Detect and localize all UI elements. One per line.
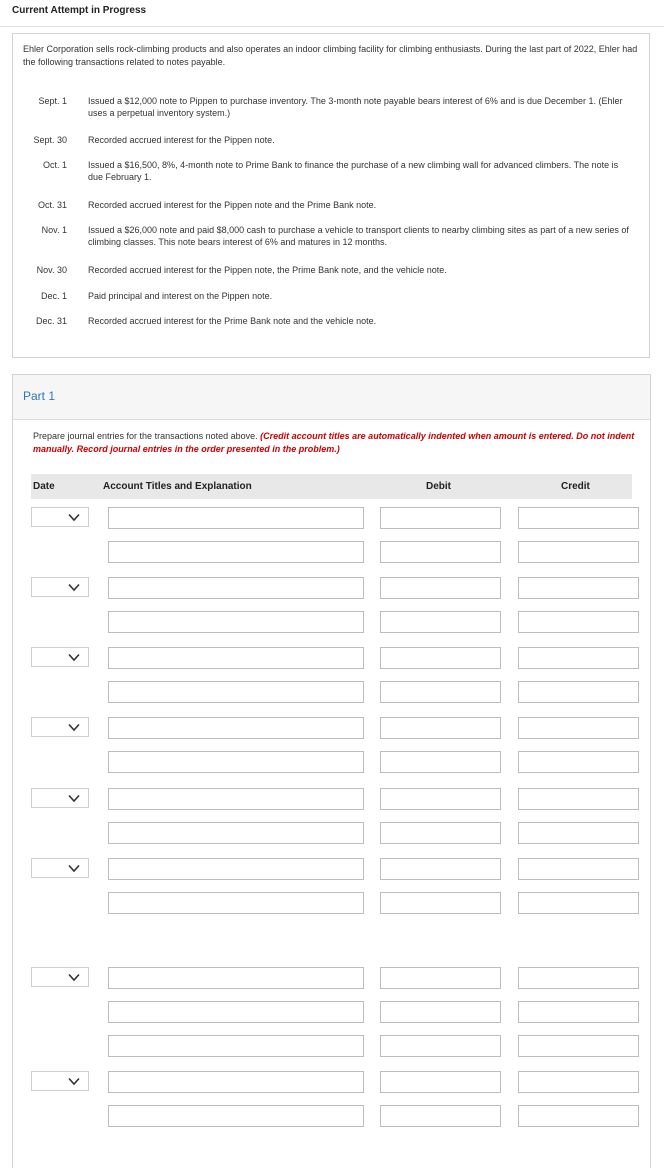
date-select[interactable] xyxy=(31,1071,89,1091)
credit-input[interactable] xyxy=(518,577,639,599)
problem-statement xyxy=(12,33,650,358)
journal-row xyxy=(13,1071,652,1093)
transaction-text: Recorded accrued interest for the Prime Bank note and the vehicle note. xyxy=(88,316,377,326)
transaction-date: Dec. 31 xyxy=(35,316,67,326)
page-title: Current Attempt in Progress xyxy=(12,5,147,16)
journal-row xyxy=(13,541,652,563)
debit-input[interactable] xyxy=(380,858,501,880)
chevron-down-icon xyxy=(68,1077,80,1086)
debit-input[interactable] xyxy=(380,788,501,810)
credit-input[interactable] xyxy=(518,967,639,989)
transaction-text: Paid principal and interest on the Pippen note. xyxy=(88,291,273,301)
date-select[interactable] xyxy=(31,788,89,808)
credit-input[interactable] xyxy=(518,892,639,914)
account-title-input[interactable] xyxy=(108,892,364,914)
debit-input[interactable] xyxy=(380,751,501,773)
credit-input[interactable] xyxy=(518,1071,639,1093)
journal-row xyxy=(13,1001,652,1023)
journal-row xyxy=(13,1105,652,1127)
date-select[interactable] xyxy=(31,967,89,987)
account-title-input[interactable] xyxy=(108,717,364,739)
transaction-date: Oct. 1 xyxy=(42,160,67,170)
debit-input[interactable] xyxy=(380,507,501,529)
chevron-down-icon xyxy=(68,794,80,803)
account-title-input[interactable] xyxy=(108,1071,364,1093)
journal-table-header xyxy=(31,474,632,499)
credit-input[interactable] xyxy=(518,717,639,739)
journal-row xyxy=(13,577,652,599)
transaction-text: Issued a $16,500, 8%, 4-month note to Prime Bank to finance the purchase of a new climbing wall for advanced climbers. The note is due February 1. xyxy=(88,160,619,182)
chevron-down-icon xyxy=(68,653,80,662)
journal-row xyxy=(13,647,652,669)
debit-input[interactable] xyxy=(380,1071,501,1093)
column-header-account: Account Titles and Explanation xyxy=(103,481,252,492)
account-title-input[interactable] xyxy=(108,1105,364,1127)
journal-row xyxy=(13,717,652,739)
transaction-date: Nov. 30 xyxy=(36,265,67,275)
date-select[interactable] xyxy=(31,507,89,527)
debit-input[interactable] xyxy=(380,717,501,739)
transaction-date: Nov. 1 xyxy=(41,225,67,235)
journal-row xyxy=(13,788,652,810)
date-select[interactable] xyxy=(31,858,89,878)
journal-row xyxy=(13,507,652,529)
part-header xyxy=(13,375,650,420)
chevron-down-icon xyxy=(68,864,80,873)
instructions xyxy=(33,430,641,456)
credit-input[interactable] xyxy=(518,507,639,529)
credit-input[interactable] xyxy=(518,541,639,563)
credit-input[interactable] xyxy=(518,1105,639,1127)
account-title-input[interactable] xyxy=(108,751,364,773)
transaction-text: Issued a $26,000 note and paid $8,000 cash to purchase a vehicle to transport clients to nearby climbing sites as part of a new series of climbing classes. This note bears interest of 6% and matures in 12 months. xyxy=(88,225,629,247)
transaction-date: Sept. 30 xyxy=(33,135,67,145)
transaction-date: Dec. 1 xyxy=(40,291,67,301)
column-header-debit: Debit xyxy=(426,481,451,492)
part-panel xyxy=(12,374,651,1168)
journal-row xyxy=(13,681,652,703)
credit-input[interactable] xyxy=(518,788,639,810)
debit-input[interactable] xyxy=(380,1105,501,1127)
transaction-date: Sept. 1 xyxy=(38,96,67,106)
journal-row xyxy=(13,822,652,844)
account-title-input[interactable] xyxy=(108,647,364,669)
journal-row xyxy=(13,1035,652,1057)
credit-input[interactable] xyxy=(518,647,639,669)
journal-row xyxy=(13,892,652,914)
debit-input[interactable] xyxy=(380,1001,501,1023)
debit-input[interactable] xyxy=(380,822,501,844)
debit-input[interactable] xyxy=(380,611,501,633)
chevron-down-icon xyxy=(68,513,80,522)
account-title-input[interactable] xyxy=(108,681,364,703)
transaction-text: Recorded accrued interest for the Pippen note and the Prime Bank note. xyxy=(88,200,377,210)
transaction-text: Recorded accrued interest for the Pippen note, the Prime Bank note, and the vehicle note. xyxy=(88,265,447,275)
journal-row xyxy=(13,751,652,773)
credit-input[interactable] xyxy=(518,681,639,703)
debit-input[interactable] xyxy=(380,577,501,599)
journal-row xyxy=(13,611,652,633)
date-select[interactable] xyxy=(31,577,89,597)
debit-input[interactable] xyxy=(380,1035,501,1057)
credit-input[interactable] xyxy=(518,822,639,844)
account-title-input[interactable] xyxy=(108,1035,364,1057)
transaction-text: Issued a $12,000 note to Pippen to purchase inventory. The 3-month note payable bears interest of 6% and is due December 1. (Ehler uses a perpetual inventory system.) xyxy=(88,96,623,118)
journal-row xyxy=(13,967,652,989)
transaction-date: Oct. 31 xyxy=(37,200,67,210)
date-select[interactable] xyxy=(31,717,89,737)
credit-input[interactable] xyxy=(518,611,639,633)
credit-input[interactable] xyxy=(518,1035,639,1057)
account-title-input[interactable] xyxy=(108,577,364,599)
account-title-input[interactable] xyxy=(108,822,364,844)
date-select[interactable] xyxy=(31,647,89,667)
debit-input[interactable] xyxy=(380,647,501,669)
journal-row xyxy=(13,858,652,880)
header-divider xyxy=(0,26,664,27)
part-label: Part 1 xyxy=(23,389,56,403)
credit-input[interactable] xyxy=(518,858,639,880)
debit-input[interactable] xyxy=(380,681,501,703)
account-title-input[interactable] xyxy=(108,788,364,810)
credit-input[interactable] xyxy=(518,751,639,773)
problem-intro: Ehler Corporation sells rock-climbing products and also operates an indoor climbing facility for climbing enthusiasts. During the last part of 2022, Ehler had the following transactions related to notes payable. xyxy=(23,44,638,67)
chevron-down-icon xyxy=(68,583,80,592)
account-title-input[interactable] xyxy=(108,858,364,880)
account-title-input[interactable] xyxy=(108,967,364,989)
account-title-input[interactable] xyxy=(108,1001,364,1023)
instructions-text: Prepare journal entries for the transactions noted above. xyxy=(33,431,258,441)
column-header-date: Date xyxy=(33,481,55,492)
credit-input[interactable] xyxy=(518,1001,639,1023)
debit-input[interactable] xyxy=(380,541,501,563)
account-title-input[interactable] xyxy=(108,507,364,529)
debit-input[interactable] xyxy=(380,892,501,914)
chevron-down-icon xyxy=(68,723,80,732)
column-header-credit: Credit xyxy=(561,481,590,492)
transaction-text: Recorded accrued interest for the Pippen note. xyxy=(88,135,275,145)
instructions-note: (Credit account titles are automatically indented when amount is entered. Do not indent manually. Record journal entries in the order presented in the problem.) xyxy=(33,431,635,454)
account-title-input[interactable] xyxy=(108,611,364,633)
account-title-input[interactable] xyxy=(108,541,364,563)
chevron-down-icon xyxy=(68,973,80,982)
debit-input[interactable] xyxy=(380,967,501,989)
